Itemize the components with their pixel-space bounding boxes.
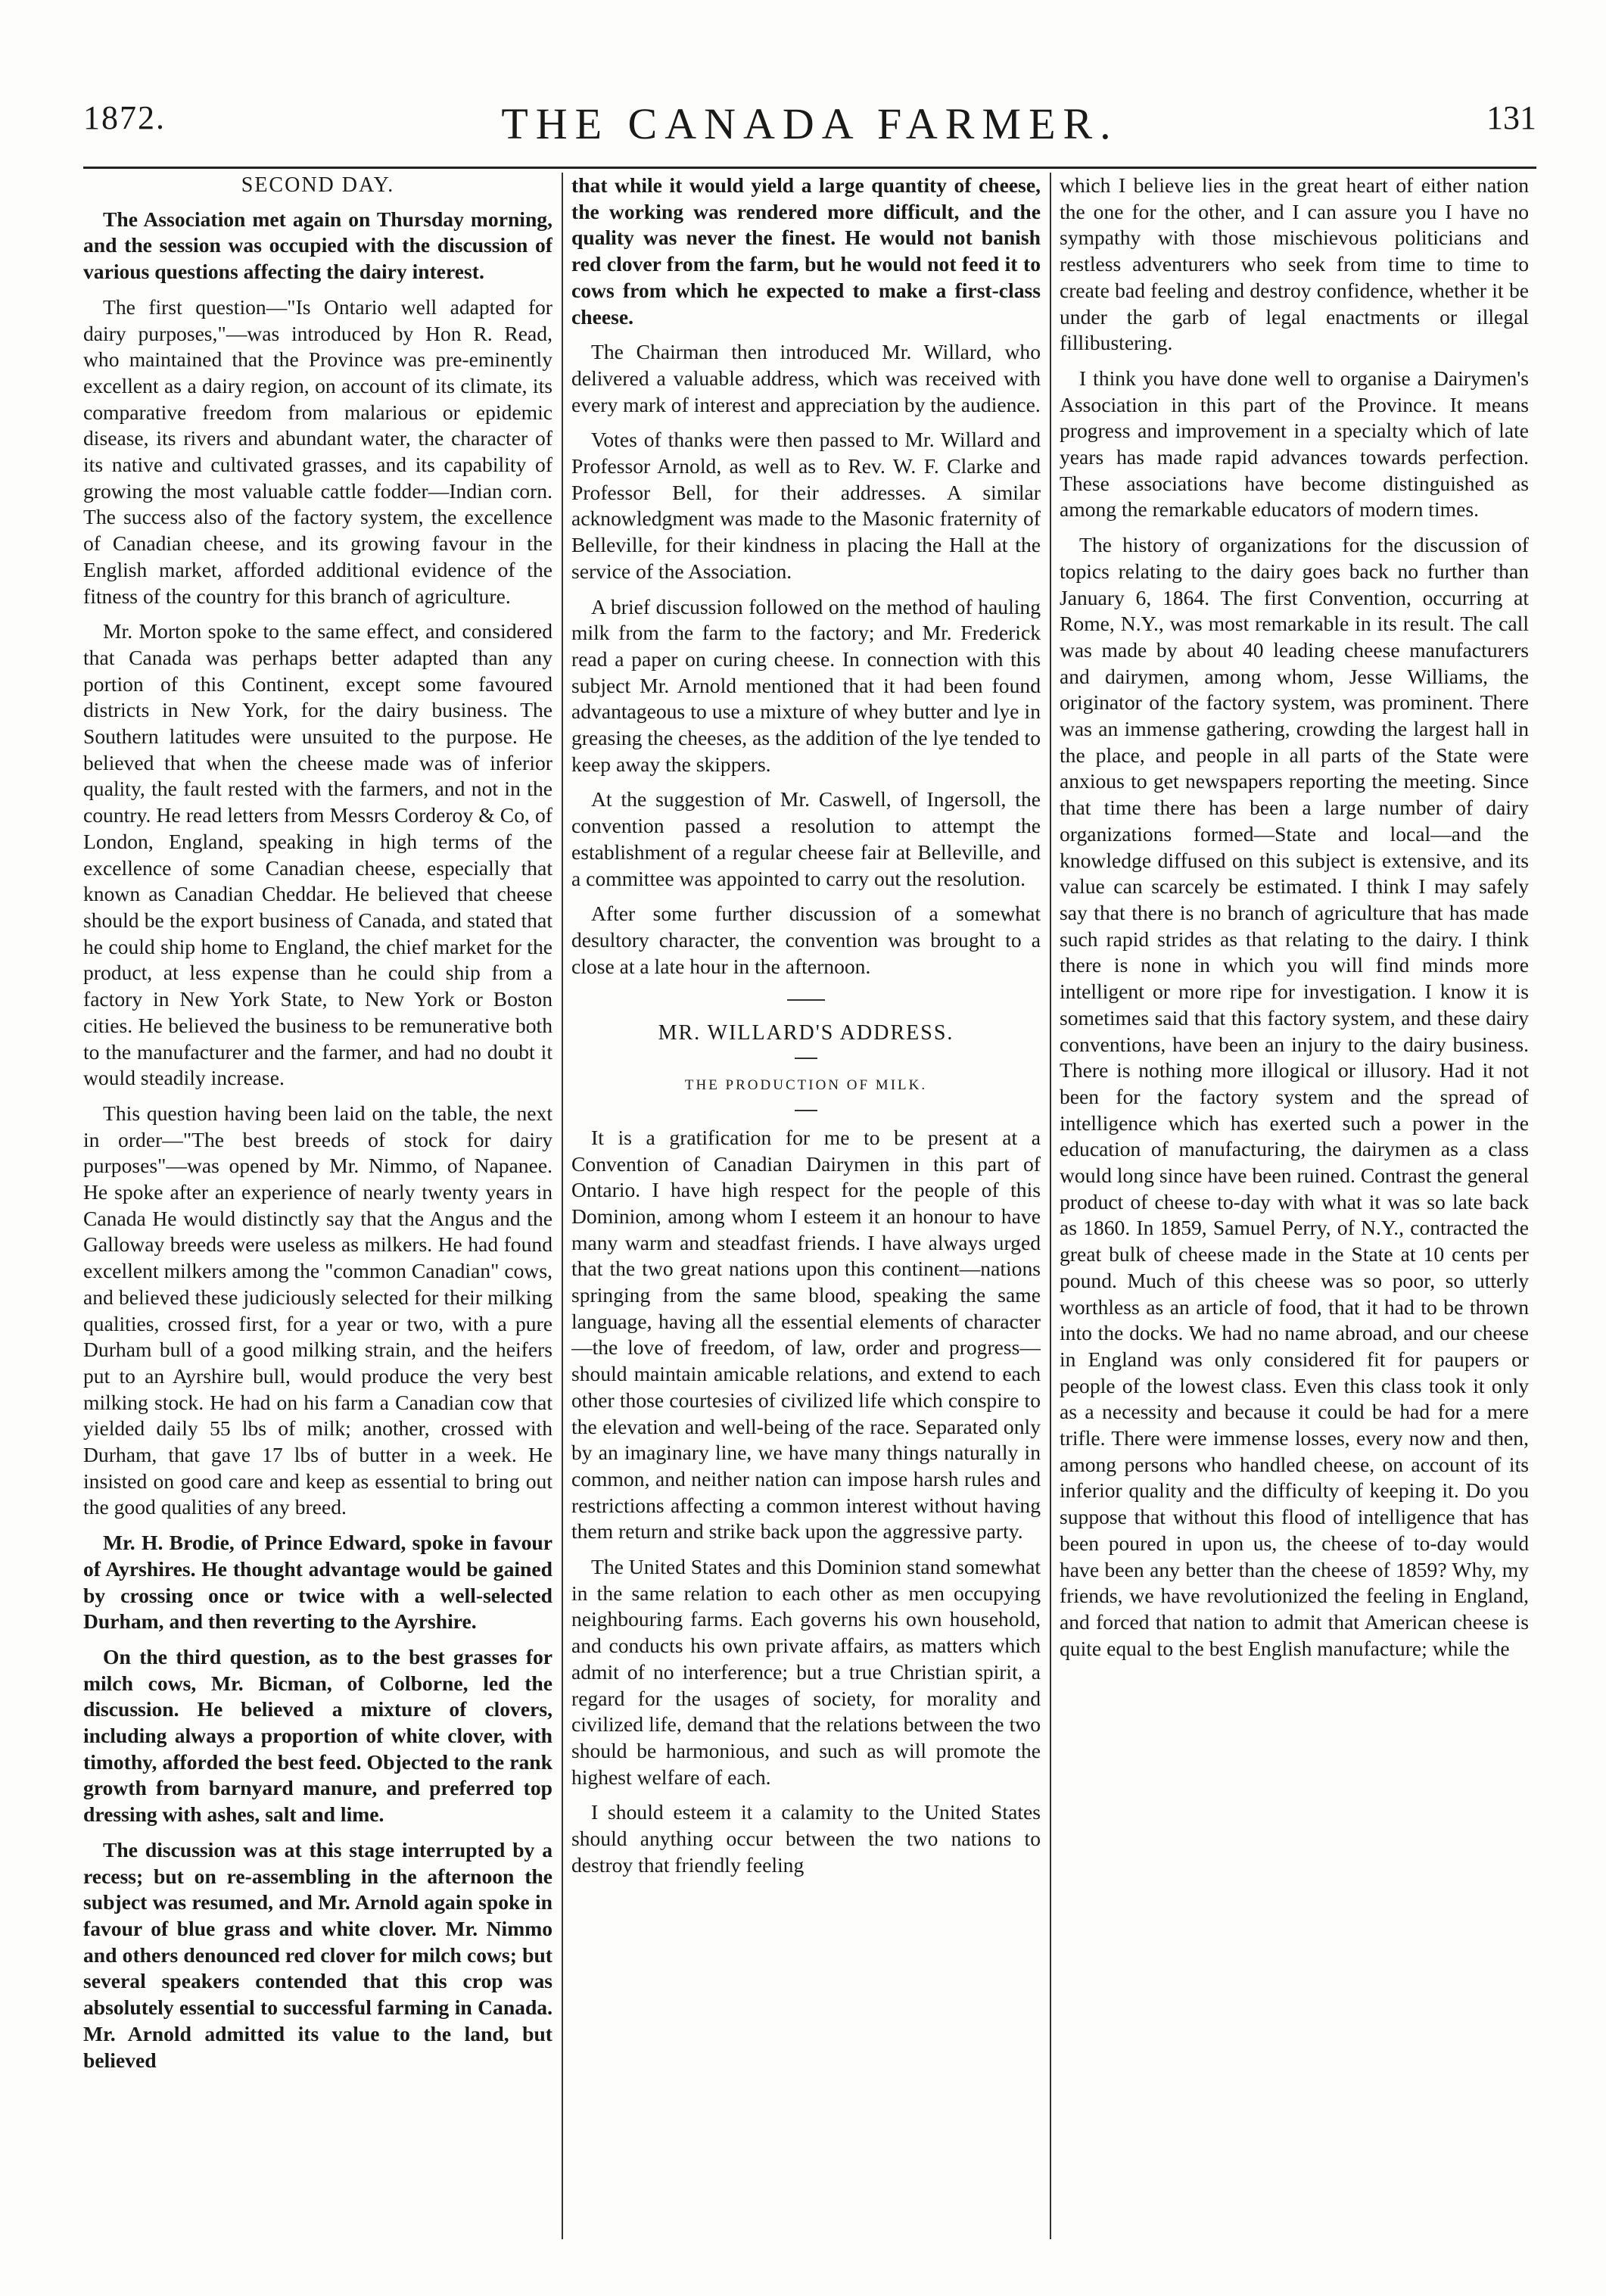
column-divider	[562, 173, 563, 2239]
article-columns	[83, 173, 1552, 2262]
paragraph: The history of organizations for the discussion of topics relating to the dairy goes back no further than January 6, 1864. The first Convention, occurring at Rome, N.Y., was most remarkable in its result. The call was made by about 40 leading cheese manufacturers and dairymen, among whom, Jesse Williams, the originator of the factory system, was prominent. There was an immense gathering, crowding the largest hall in the place, and people in all parts of the State were anxious to get newspapers reporting the meeting. Since that time there has been a large number of dairy organizations formed—State and local—and the knowledge diffused on this subject is extensive, and its value can scarcely be estimated. I think I may safely say that there is no branch of agriculture that has made such rapid strides as that relating to the dairy. I think there is none in which you will find minds more intelligent or more ripe for investigation. I know it is sometimes said that this factory system, and these dairy conventions, have been an injury to the dairy business. There is nothing more illogical or illusory. Had it not been for the factory system and the spread of intelligence which has exerted such a power in the education of manufacturing, the dairymen as a class would long since have been ruined. Contrast the general product of cheese to-day with what it was so late back as 1860. In 1859, Samuel Perry, of N.Y., contracted the great bulk of cheese made in the State at 10 cents per pound. Much of this cheese was so poor, so utterly worthless as an article of food, that it had to be thrown into the docks. We had no name abroad, and our cheese in England was only considered fit for paupers or people of the lowest class. Even this class took it only as a necessity and because it could be had for a mere trifle. There were immense losses, every now and then, among persons who handled cheese, on account of its inferior quality and the difficulty of keeping it. Do you suppose that without this flood of intelligence that has been poured in upon us, the cheese of to-day would have been any better than the cheese of 1859? Why, my friends, we have revolutionized the feeling in England, and forced that nation to admit that American cheese is quite equal to the best English manufacture; while the	[1060, 533, 1529, 1660]
paragraph: The discussion was at this stage interrupted by a recess; but on re-assembling in the afternoon the subject was resumed, and Mr. Arnold again spoke in favour of blue grass and white clover. Mr. Nimmo and others denounced red clover for milch cows; but several speakers contended that this crop was absolutely essential to successful farming in Canada. Mr. Arnold admitted its value to the land, but believed	[83, 1837, 552, 2072]
paragraph: Mr. H. Brodie, of Prince Edward, spoke in favour of Ayrshires. He thought advantage would be gained by crossing once or twice with a well-selected Durham, and then reverting to the Ayrshire.	[83, 1531, 552, 1634]
section-divider	[787, 999, 825, 1001]
address-subheading: THE PRODUCTION OF MILK.	[684, 1077, 928, 1094]
section-divider	[795, 1058, 817, 1059]
column-1	[83, 173, 552, 2262]
paragraph: On the third question, as to the best grasses for milch cows, Mr. Bicman, of Colborne, led the discussion. He believed a mixture of clovers, including always a proportion of white clover, with timothy, afforded the best feed. Objected to the rank growth from barnyard manure, and preferred top dressing with ashes, salt and lime.	[83, 1644, 552, 1827]
masthead-title: THE CANADA FARMER.	[501, 99, 1119, 148]
paragraph: which I believe lies in the great heart of either nation the one for the other, and I can assure you I have no sympathy with those mischievous politicians and restless adventurers who seek from time to time to create bad feeling and destroy confidence, whether it be under the garb of legal enactments or illegal fillibustering.	[1060, 173, 1529, 355]
paragraph: I should esteem it a calamity to the United States should anything occur between the two nations to destroy that friendly feeling	[571, 1800, 1041, 1877]
paragraph: This question having been laid on the table, the next in order—"The best breeds of stock for dairy purposes"—was opened by Mr. Nimmo, of Napanee. He spoke after an experience of nearly twenty years in Canada He would distinctly say that the Angus and the Galloway breeds were useless as milkers. He had found excellent milkers among the "common Canadian" cows, and believed these judiciously selected for their milking qualities, crossed first, for a year or two, with a pure Durham bull of a good milking strain, and the heifers put to an Ayrshire bull, would produce the very best milking stock. He had on his farm a Canadian cow that yielded daily 55 lbs of milk; another, crossed with Durham, that gave 17 lbs of butter in a week. He insisted on good care and keep as essential to bring out the good qualities of any breed.	[83, 1101, 552, 1519]
masthead	[83, 91, 1536, 169]
masthead-page-number: 131	[1486, 99, 1536, 136]
column-divider	[1050, 173, 1051, 2239]
column-2	[571, 173, 1041, 2262]
address-heading: MR. WILLARD'S ADDRESS.	[658, 1021, 954, 1045]
paragraph: that while it would yield a large quantity of cheese, the working was rendered more difficult, and the quality was never the finest. He would not banish red clover from the farm, but he would not feed it to cows from which he expected to make a first-class cheese.	[571, 173, 1041, 329]
paragraph: The Association met again on Thursday morning, and the session was occupied with the discussion of various questions affecting the dairy interest.	[83, 207, 552, 284]
paragraph: It is a gratification for me to be present at a Convention of Canadian Dairymen in this part of Ontario. I have high respect for the people of this Dominion, among whom I esteem it an honour to have many warm and steadfast friends. I have always urged that the two great nations upon this continent—nations springing from the same blood, speaking the same language, having all the essential elements of character—the love of freedom, of law, order and progress—should maintain amicable relations, and extend to each other those courtesies of civilized life which conspire to the elevation and well-being of the race. Separated only by an imaginary line, we have many things naturally in common, and neither nation can impose harsh rules and restrictions affecting a common interest without having them return and strike back upon the aggressive party.	[571, 1125, 1041, 1544]
paragraph: A brief discussion followed on the method of hauling milk from the farm to the factory; and Mr. Frederick read a paper on curing cheese. In connection with this subject Mr. Arnold mentioned that it had been found advantageous to use a mixture of whey butter and lye in greasing the cheeses, as the addition of the lye tended to keep away the skippers.	[571, 594, 1041, 776]
paragraph: The United States and this Dominion stand somewhat in the same relation to each other as men occupying neighbouring farms. Each governs his own household, and conducts his own private affairs, as matters which admit of no interference; but a true Christian spirit, a regard for the usages of society, for morality and civilized life, demand that the relations between the two should be harmonious, and such as will promote the highest welfare of each.	[571, 1555, 1041, 1789]
paragraph: After some further discussion of a somewhat desultory character, the convention was brought to a close at a late hour in the afternoon.	[571, 902, 1041, 978]
paragraph: At the suggestion of Mr. Caswell, of Ingersoll, the convention passed a resolution to attempt the establishment of a regular cheese fair at Belleville, and a committee was appointed to carry out the resolution.	[571, 787, 1041, 890]
paragraph: The first question—"Is Ontario well adapted for dairy purposes,"—was introduced by Hon R. Read, who maintained that the Province was pre-eminently excellent as a dairy region, on account of its climate, its comparative freedom from malarious or epidemic disease, its rivers and abundant water, the character of its native and cultivated grasses, and its capability of growing the most valuable cattle fodder—Indian corn. The success also of the factory system, the excellence of Canadian cheese, and its growing favour in the English market, afforded additional evidence of the fitness of the country for this branch of agriculture.	[83, 294, 552, 608]
paragraph: The Chairman then introduced Mr. Willard, who delivered a valuable address, which was received with every mark of interest and appreciation by the audience.	[571, 340, 1041, 416]
section-divider	[795, 1110, 817, 1111]
masthead-year: 1872.	[83, 99, 166, 136]
paragraph: I think you have done well to organise a Dairymen's Association in this part of the Province. It means progress and improvement in a specialty which of late years has made rapid advances towards perfection. These associations have become distinguished as among the remarkable educators of modern times.	[1060, 366, 1529, 522]
section-heading: SECOND DAY.	[241, 173, 395, 197]
paragraph: Mr. Morton spoke to the same effect, and considered that Canada was perhaps better adapted than any portion of this Continent, except some favoured districts in New York, for the dairy business. The Southern latitudes were unsuited to the purpose. He believed that when the cheese made was of inferior quality, the fault rested with the farmers, and not in the country. He read letters from Messrs Corderoy & Co, of London, England, speaking in high terms of the excellence of some Canadian cheese, especially that known as Canadian Cheddar. He believed that cheese should be the export business of Canada, and stated that he could ship home to England, the chief market for the product, at less expense than he could ship from a factory in New York State, to New York or Boston cities. He believed the business to be remunerative both to the manufacturer and the farmer, and had no doubt it would steadily increase.	[83, 619, 552, 1090]
paragraph: Votes of thanks were then passed to Mr. Willard and Professor Arnold, as well as to Rev. W. F. Clarke and Professor Bell, for their addresses. A similar acknowledgment was made to the Masonic fraternity of Belleville, for their kindness in placing the Hall at the service of the Association.	[571, 428, 1041, 583]
column-3	[1060, 173, 1529, 2262]
